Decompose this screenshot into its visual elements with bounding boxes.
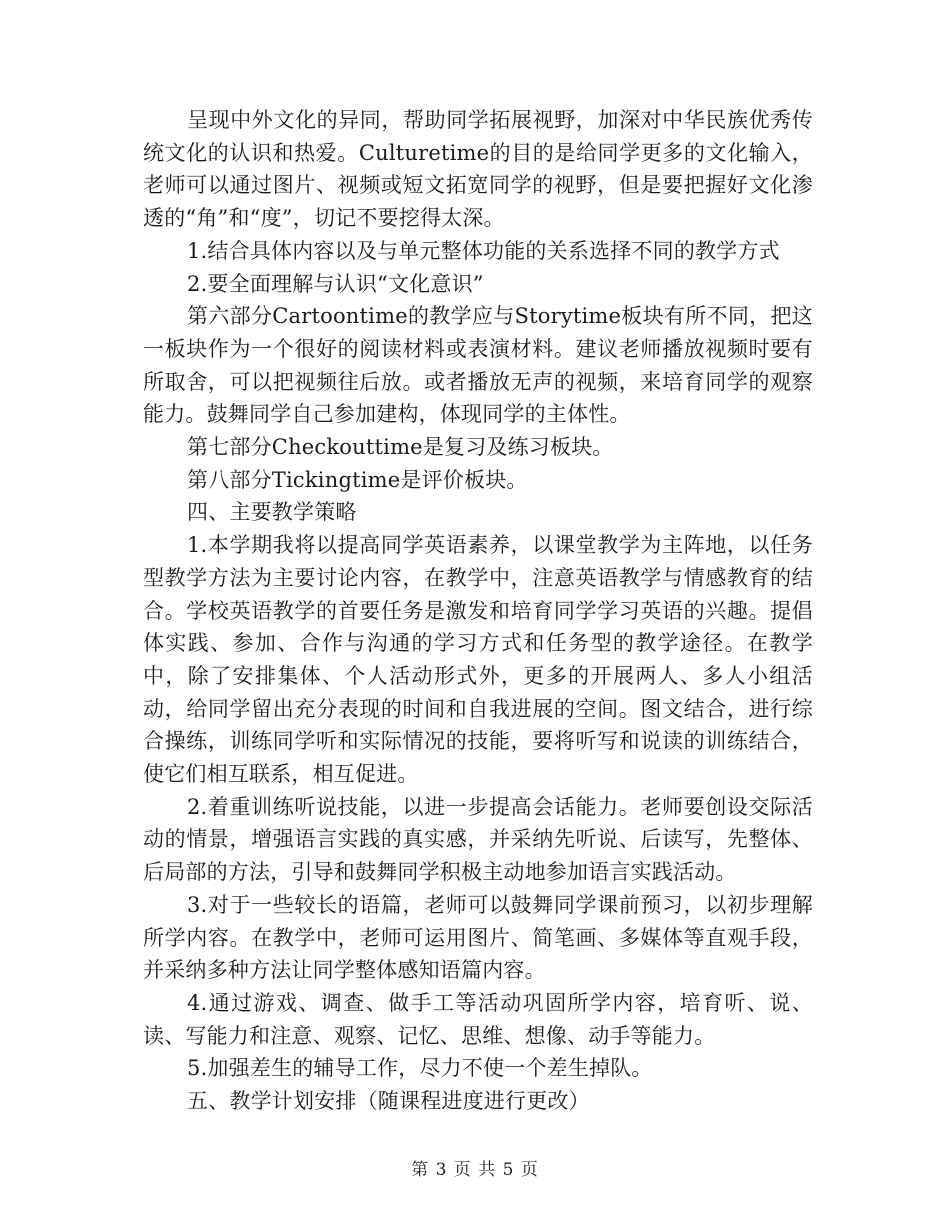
paragraph-part-eight: 第八部分Tickingtime是评价板块。 bbox=[187, 467, 528, 492]
document-body bbox=[143, 104, 813, 1118]
section-heading-schedule: 五、教学计划安排（随课程进度进行更改） bbox=[187, 1089, 590, 1114]
paragraph-strategy-2: 2.着重训练听说技能，以进一步提高会话能力。老师要创设交际活动的情景，增强语言实践的真实感，并采纳先听说、后读写，先整体、后局部的方法，引导和鼓舞同学积极主动地参加语言实践活动。 bbox=[143, 794, 813, 885]
paragraph-strategy-4: 4.通过游戏、调查、做手工等活动巩固所学内容，培育听、说、读、写能力和注意、观察、记忆、思维、想像、动手等能力。 bbox=[143, 990, 813, 1048]
paragraph-strategy-1: 1.本学期我将以提高同学英语素养，以课堂教学为主阵地，以任务型教学方法为主要讨论内容，在教学中，注意英语教学与情感教育的结合。学校英语教学的首要任务是激发和培育同学学习英语的兴趣。提倡体实践、参加、合作与沟通的学习方式和任务型的教学途径。在教学中，除了安排集体、个人活动形式外，更多的开展两人、多人小组活动，给同学留出充分表现的时间和自我进展的空间。图文结合，进行综合操练，训练同学听和实际情况的技能，要将听写和说读的训练结合，使它们相互联系，相互促进。 bbox=[143, 533, 813, 787]
paragraph-culture-intro: 呈现中外文化的异同，帮助同学拓展视野，加深对中华民族优秀传统文化的认识和热爱。Culturetime的目的是给同学更多的文化输入，老师可以通过图片、视频或短文拓宽同学的视野，但是要把握好文化渗透的“角”和“度”，切记不要挖得太深。 bbox=[143, 108, 813, 231]
section-heading-strategies: 四、主要教学策略 bbox=[187, 500, 357, 525]
paragraph-strategy-3: 3.对于一些较长的语篇，老师可以鼓舞同学课前预习，以初步理解所学内容。在教学中，老师可运用图片、简笔画、多媒体等直观手段，并采纳多种方法让同学整体感知语篇内容。 bbox=[143, 892, 813, 983]
paragraph-item-2: 2.要全面理解与认识“文化意识” bbox=[187, 271, 484, 296]
paragraph-item-1: 1.结合具体内容以及与单元整体功能的关系选择不同的教学方式 bbox=[187, 238, 780, 263]
paragraph-part-seven: 第七部分Checkouttime是复习及练习板块。 bbox=[187, 435, 614, 460]
page-number-footer: 第 3 页 共 5 页 bbox=[411, 1160, 539, 1180]
paragraph-strategy-5: 5.加强差生的辅导工作，尽力不使一个差生掉队。 bbox=[187, 1056, 653, 1081]
paragraph-part-six: 第六部分Cartoontime的教学应与Storytime板块有所不同，把这一板块作为一个很好的阅读材料或表演材料。建议老师播放视频时要有所取舍，可以把视频往后放。或者播放无声的视频，来培育同学的观察能力。鼓舞同学自己参加建构，体现同学的主体性。 bbox=[143, 304, 813, 427]
